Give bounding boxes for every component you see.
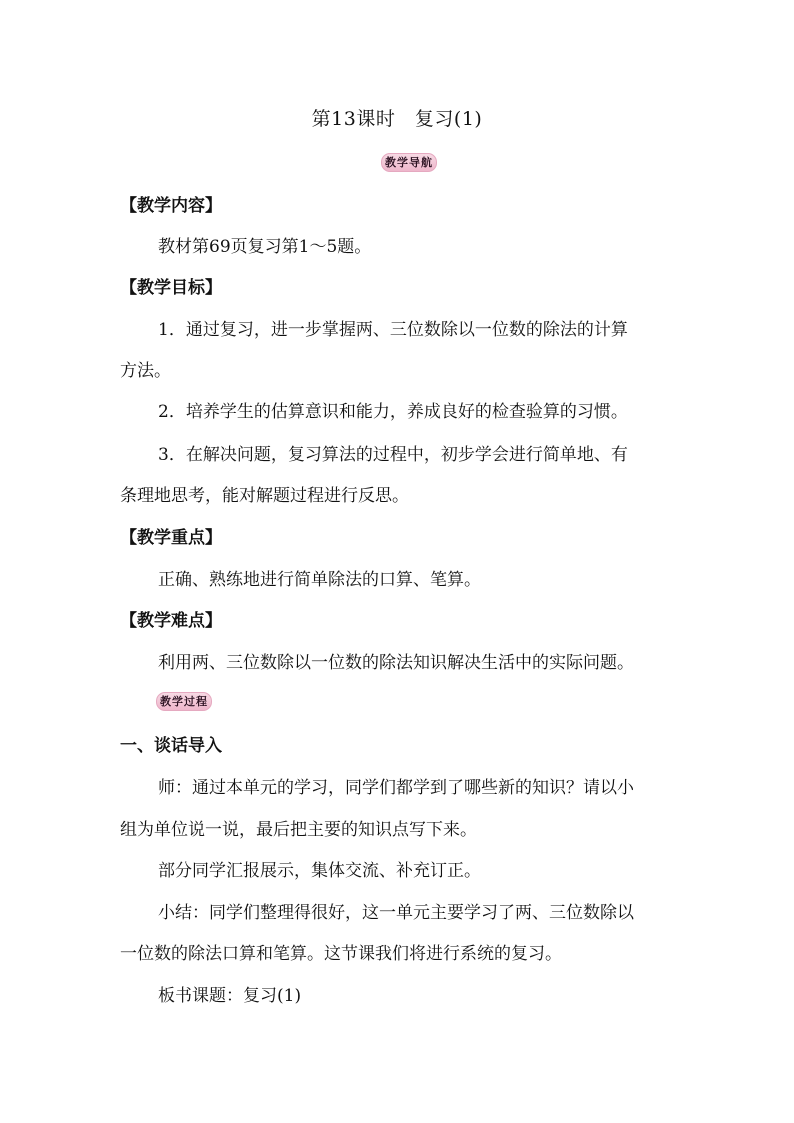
key-points-text: 正确、熟练地进行简单除法的口算、笔算。 [158,570,481,590]
heading-difficulties: 【教学难点】 [120,611,222,631]
goal-2: 2．培养学生的估算意识和能力，养成良好的检查验算的习惯。 [158,402,628,422]
intro-p1-line-2: 组为单位说一说，最后把主要的知识点写下来。 [120,820,477,840]
heading-intro: 一、谈话导入 [120,736,222,756]
teaching-content-text: 教材第69页复习第1～5题。 [158,237,372,257]
heading-teaching-goals: 【教学目标】 [120,278,222,298]
intro-p3-line-1: 小结：同学们整理得很好，这一单元主要学习了两、三位数除以 [158,903,634,923]
intro-p3-line-2: 一位数的除法口算和笔算。这节课我们将进行系统的复习。 [120,944,562,964]
goal-1-line-2: 方法。 [120,361,171,381]
goal-3-line-1: 3．在解决问题，复习算法的过程中，初步学会进行简单地、有 [158,445,628,465]
heading-key-points: 【教学重点】 [120,528,222,548]
teaching-navigation-badge: 教学导航 [381,153,437,172]
goal-3-line-2: 条理地思考，能对解题过程进行反思。 [120,486,409,506]
teaching-process-badge: 教学过程 [156,692,212,711]
heading-teaching-content: 【教学内容】 [120,196,222,216]
lesson-title: 第13课时 复习(1) [311,108,483,130]
intro-p2: 部分同学汇报展示，集体交流、补充订正。 [158,861,481,881]
intro-p1-line-1: 师：通过本单元的学习，同学们都学到了哪些新的知识？请以小 [158,778,634,798]
intro-p4: 板书课题：复习(1) [158,986,302,1006]
difficulties-text: 利用两、三位数除以一位数的除法知识解决生活中的实际问题。 [158,653,634,673]
goal-1-line-1: 1．通过复习，进一步掌握两、三位数除以一位数的除法的计算 [158,320,628,340]
